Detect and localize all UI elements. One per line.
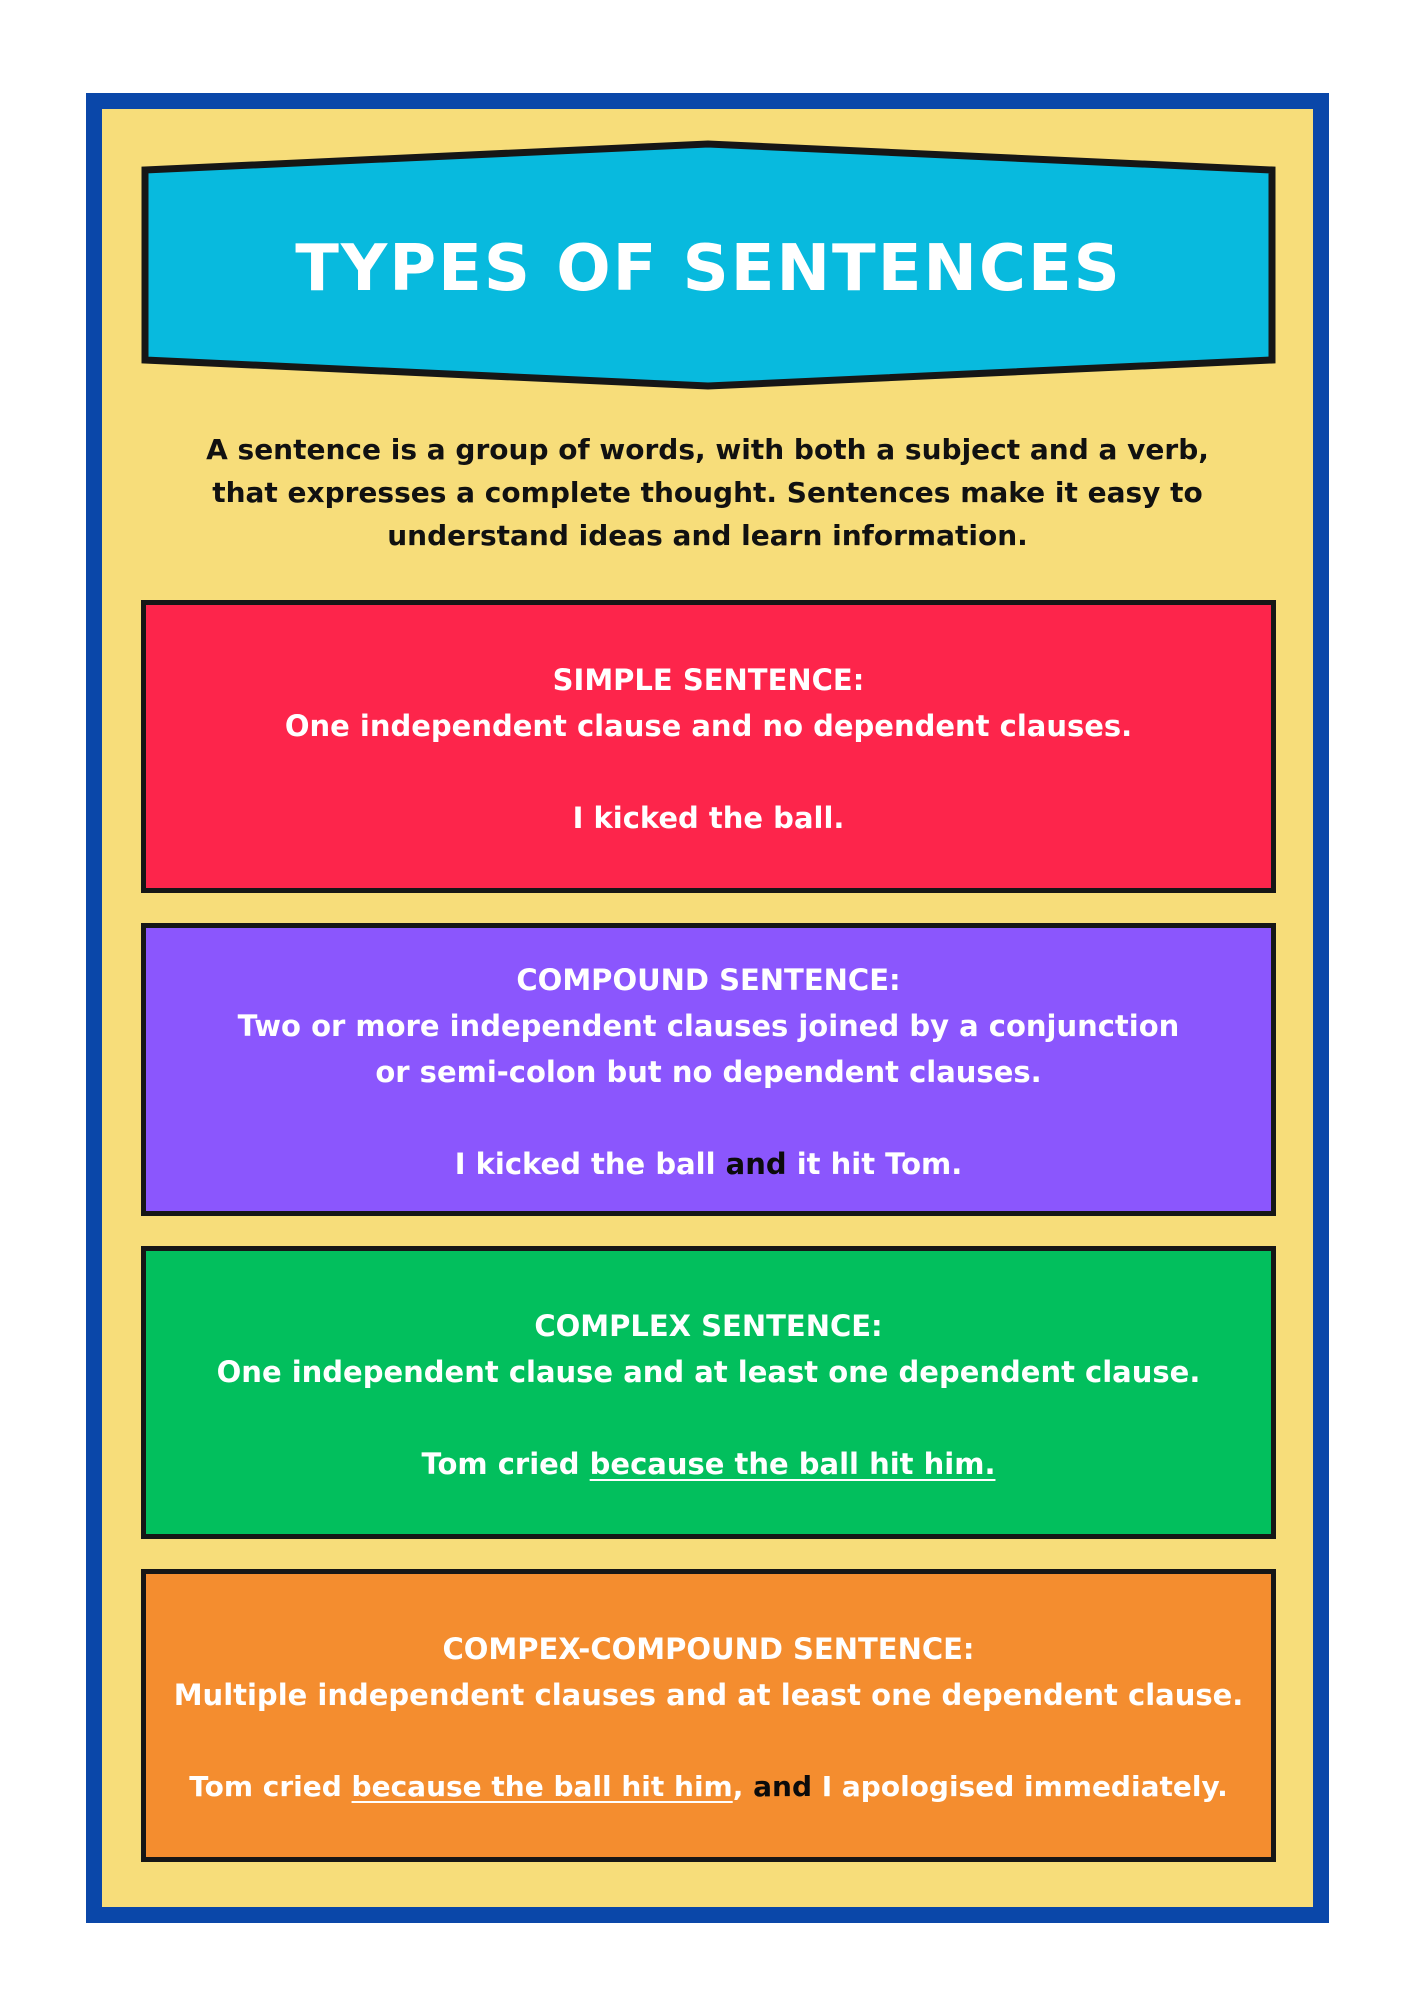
intro-line: that expresses a complete thought. Sentences make it easy to bbox=[212, 476, 1203, 509]
example-comma: , bbox=[732, 1770, 754, 1803]
card-example bbox=[146, 1141, 1271, 1187]
card-definition: One independent clause and at least one dependent clause. bbox=[216, 1355, 1201, 1389]
card-heading: COMPOUND SENTENCE: bbox=[516, 963, 901, 997]
card-definition: One independent clause and no dependent clauses. bbox=[284, 709, 1133, 743]
card-definition: Two or more independent clauses joined by a conjunction bbox=[237, 1009, 1180, 1043]
example-clause: Tom cried bbox=[189, 1770, 352, 1803]
card-definition: or semi-colon but no dependent clauses. bbox=[375, 1055, 1042, 1089]
card-example bbox=[146, 1764, 1271, 1810]
card-definition: Multiple independent clauses and at least one dependent clause. bbox=[173, 1678, 1244, 1712]
complex-sentence-card bbox=[141, 1246, 1276, 1539]
card-heading: SIMPLE SENTENCE: bbox=[552, 663, 865, 697]
title-banner bbox=[141, 140, 1276, 390]
card-heading: COMPLEX SENTENCE: bbox=[534, 1309, 883, 1343]
complex-compound-sentence-card bbox=[141, 1569, 1276, 1862]
card-example: I kicked the ball. bbox=[572, 801, 845, 835]
example-dependent-clause: because the ball hit him bbox=[351, 1770, 733, 1803]
example-clause: I apologised immediately. bbox=[811, 1770, 1228, 1803]
intro-line: A sentence is a group of words, with both a subject and a verb, bbox=[206, 433, 1209, 466]
compound-sentence-card bbox=[141, 923, 1276, 1216]
simple-sentence-card bbox=[141, 600, 1276, 893]
intro-line: understand ideas and learn information. bbox=[387, 519, 1028, 552]
example-conjunction: and bbox=[753, 1770, 812, 1803]
example-dependent-clause: because the ball hit him. bbox=[589, 1447, 996, 1481]
intro-paragraph bbox=[190, 428, 1225, 557]
example-clause: it hit Tom. bbox=[786, 1147, 963, 1181]
card-heading: COMPEX-COMPOUND SENTENCE: bbox=[442, 1632, 975, 1666]
example-clause: I kicked the ball bbox=[454, 1147, 726, 1181]
card-example bbox=[146, 1441, 1271, 1487]
page-title: TYPES OF SENTENCES bbox=[295, 232, 1122, 306]
example-conjunction: and bbox=[725, 1147, 787, 1181]
example-clause: Tom cried bbox=[421, 1447, 590, 1481]
